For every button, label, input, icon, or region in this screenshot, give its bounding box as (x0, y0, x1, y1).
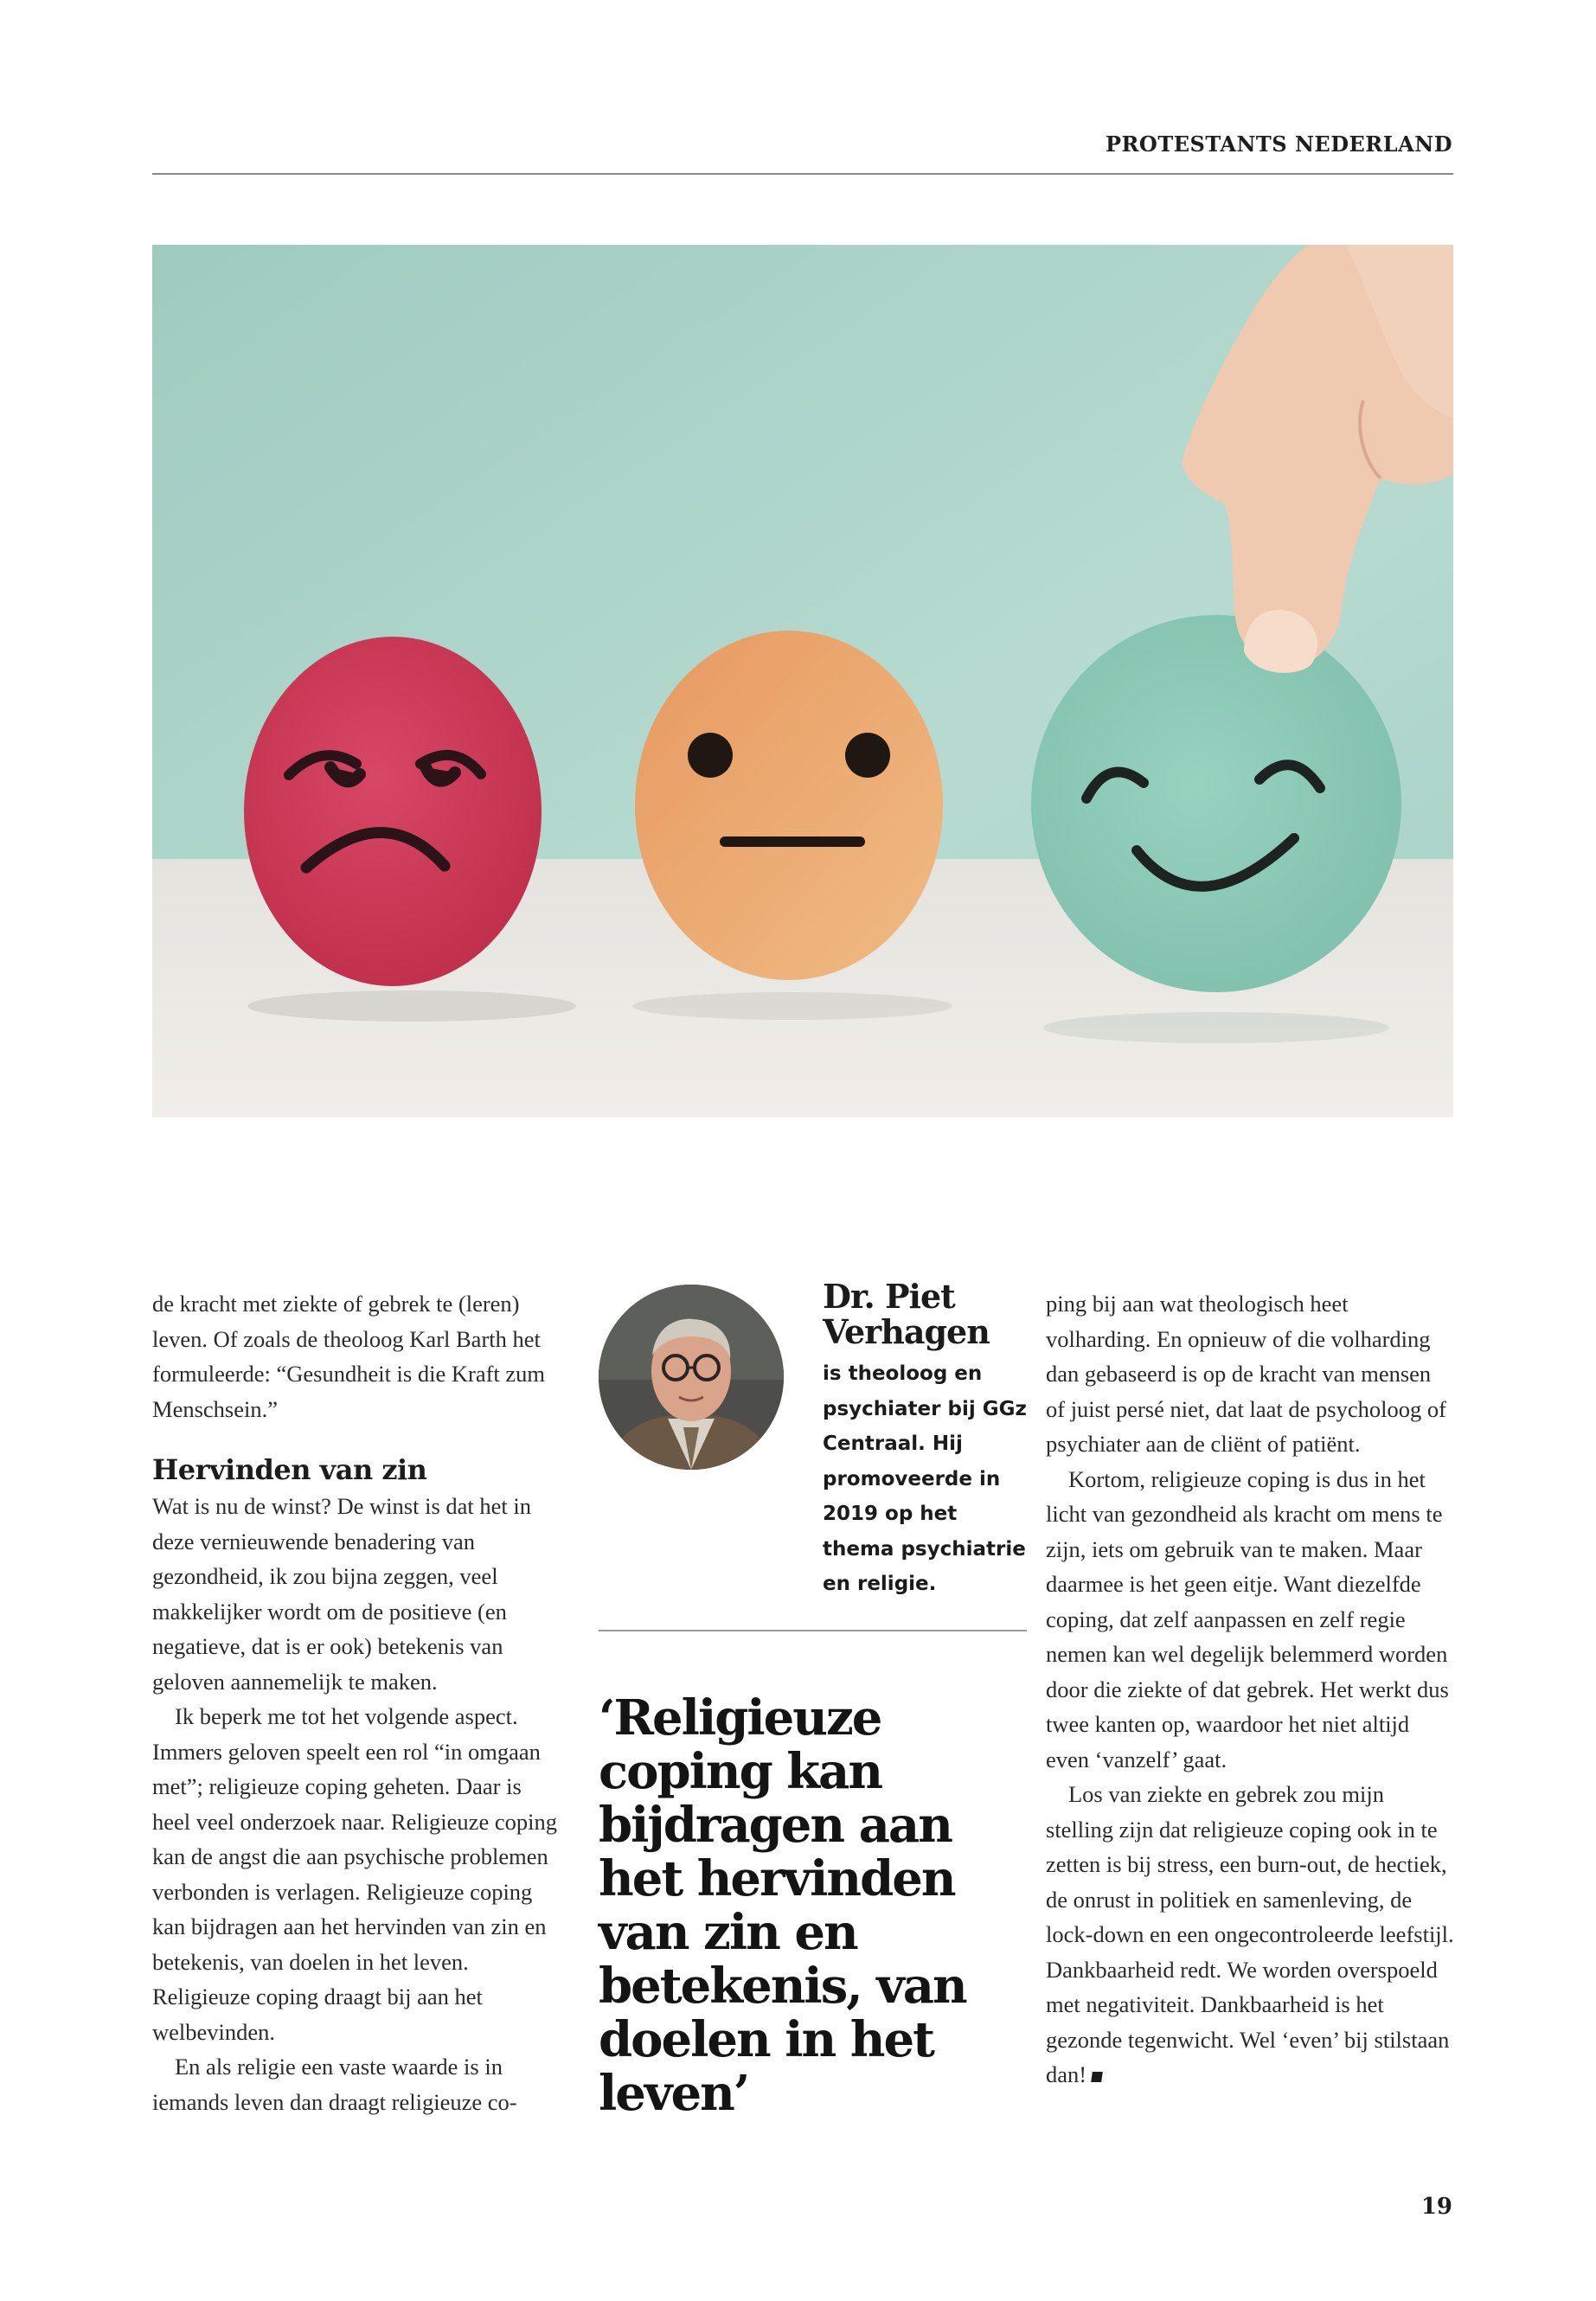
sad-face-icon (244, 637, 542, 986)
paragraph: ping bij aan wat theologisch heet volharding. En opnieuw of die volharding dan gebaseerd is op de kracht van mensen of juist persé niet, dat laat de psycholoog of psychiater aan de cliënt of patiënt. (1046, 1291, 1446, 1457)
left-column (152, 1286, 559, 2119)
neutral-face-icon (635, 631, 943, 980)
author-portrait (599, 1285, 784, 1470)
author-divider (599, 1630, 1027, 1631)
paragraph: En als religie een vaste waarde is in iemands leven dan draagt religieuze co- (152, 2054, 517, 2115)
page-number: 19 (1420, 2194, 1452, 2220)
section-subheading: Hervinden van zin (152, 1453, 427, 1486)
end-mark-icon (1091, 2072, 1103, 2082)
paragraph (1046, 1777, 1454, 2093)
header-rule (152, 173, 1453, 175)
paragraph: de kracht met ziekte of gebrek te (leren) leven. Of zoals de theoloog Karl Barth het formuleerde: “Gesundheit is die Kraft zum Menschsein.” (152, 1291, 546, 1422)
author-name: Dr. Piet Verhagen (823, 1277, 990, 1351)
pull-quote: ‘Religieuze coping kan bijdragen aan het hervinden van zin en betekenis, van doelen in het leven’ (599, 1689, 966, 2122)
happy-face-icon (1031, 615, 1401, 992)
paragraph-text: Los van ziekte en gebrek zou mijn stelling zijn dat religieuze coping ook in te zetten is bij stress, een burn-out, de hectiek, de onrust in politiek en samenleving, de lock-down en een ongecontroleerde leefstijl. Dankbaarheid redt. We worden overspoeld met negativiteit. Dankbaarheid is het gezonde tegenwicht. Wel ‘even’ bij stilstaan dan! (1046, 1781, 1454, 2087)
author-bio: is theoloog en psychiater bij GGz Centraal. Hij promoveerde in 2019 op het thema psychiatrie en religie. (823, 1362, 1027, 1595)
running-head: PROTESTANTS NEDERLAND (1105, 131, 1452, 157)
paragraph: Kortom, religieuze coping is dus in het licht van gezondheid als kracht om mens te zijn, iets om gebruik van te maken. Maar daarmee is het geen eitje. Want diezelfde coping, dat zelf aanpassen en zelf regie nemen kan wel degelijk belemmerd worden door die ziekte of dat gebrek. Het werkt dus twee kanten op, waardoor het niet altijd even ‘vanzelf’ gaat. (1046, 1465, 1449, 1772)
paragraph: Ik beperk me tot het volgende aspect. Immers geloven speelt een rol “in omgaan met”; religieuze coping geheten. Daar is heel veel onderzoek naar. Religieuze coping kan de angst die aan psychische problemen verbonden is verlagen. Religieuze coping kan bijdragen aan het hervinden van zin en betekenis, van doelen in het leven. Religieuze coping draagt bij aan het welbevinden. (152, 1703, 557, 2045)
emoji-faces-photo (152, 245, 1453, 1117)
right-column (1046, 1286, 1454, 2093)
paragraph: Wat is nu de winst? De winst is dat het in deze vernieuwende benadering van gezondheid, ik zou bijna zeggen, veel makkelijker wordt om de positieve (en negatieve, dat is er ook) betekenis van geloven aannemelijk te maken. (152, 1493, 532, 1695)
